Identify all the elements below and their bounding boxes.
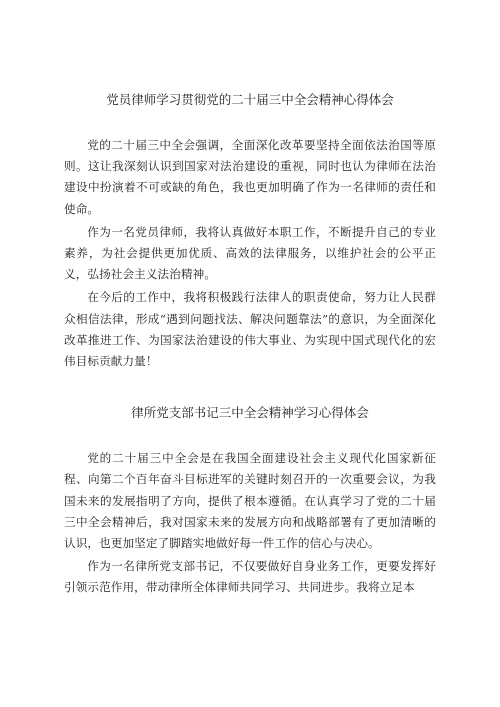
section-1-body bbox=[64, 135, 436, 372]
section-2-body bbox=[64, 448, 436, 598]
section-1-title: 党员律师学习贯彻党的二十届三中全会精神心得体会 bbox=[106, 92, 394, 107]
section-1-paragraph-2: 作为一名党员律师，我将认真做好本职工作，不断提升自己的专业素养，为社会提供更加优质、高效的法律服务，以维护社会的公平正义，弘扬社会主义法治精神。 bbox=[64, 224, 436, 282]
section-2-paragraph-1: 党的二十届三中全会是在我国全面建设社会主义现代化国家新征程、向第二个百年奋斗目标进军的关键时刻召开的一次重要会议，为我国未来的发展指明了方向，提供了根本遵循。在认真学习了党的二十届三中全会精神后，我对国家未来的发展方向和战略部署有了更加清晰的认识，也更加坚定了脚踏实地做好每一件工作的信心与决心。 bbox=[64, 451, 436, 551]
section-2-title: 律所党支部书记三中全会精神学习心得体会 bbox=[131, 405, 369, 421]
section-1-paragraph-3: 在今后的工作中，我将积极践行法律人的职责使命，努力让人民群众相信法律，形成“遇到问题找法、解决问题靠法”的意识，为全面深化改革推进工作、为国家法治建设的伟大事业、为实现中国式现代化的宏伟目标贡献力量！ bbox=[64, 290, 436, 369]
section-1-paragraph-1: 党的二十届三中全会强调，全面深化改革要坚持全面依法治国等原则。这让我深刻认识到国家对法治建设的重视，同时也认为律师在法治建设中扮演着不可或缺的角色，我也更加明确了作为一名律师的责任和使命。 bbox=[64, 138, 436, 216]
section-2-paragraph-2: 作为一名律所党支部书记，不仅要做好自身业务工作，更要发挥好引领示范作用，带动律所全体律师共同学习、共同进步。我将立足本 bbox=[64, 559, 436, 595]
